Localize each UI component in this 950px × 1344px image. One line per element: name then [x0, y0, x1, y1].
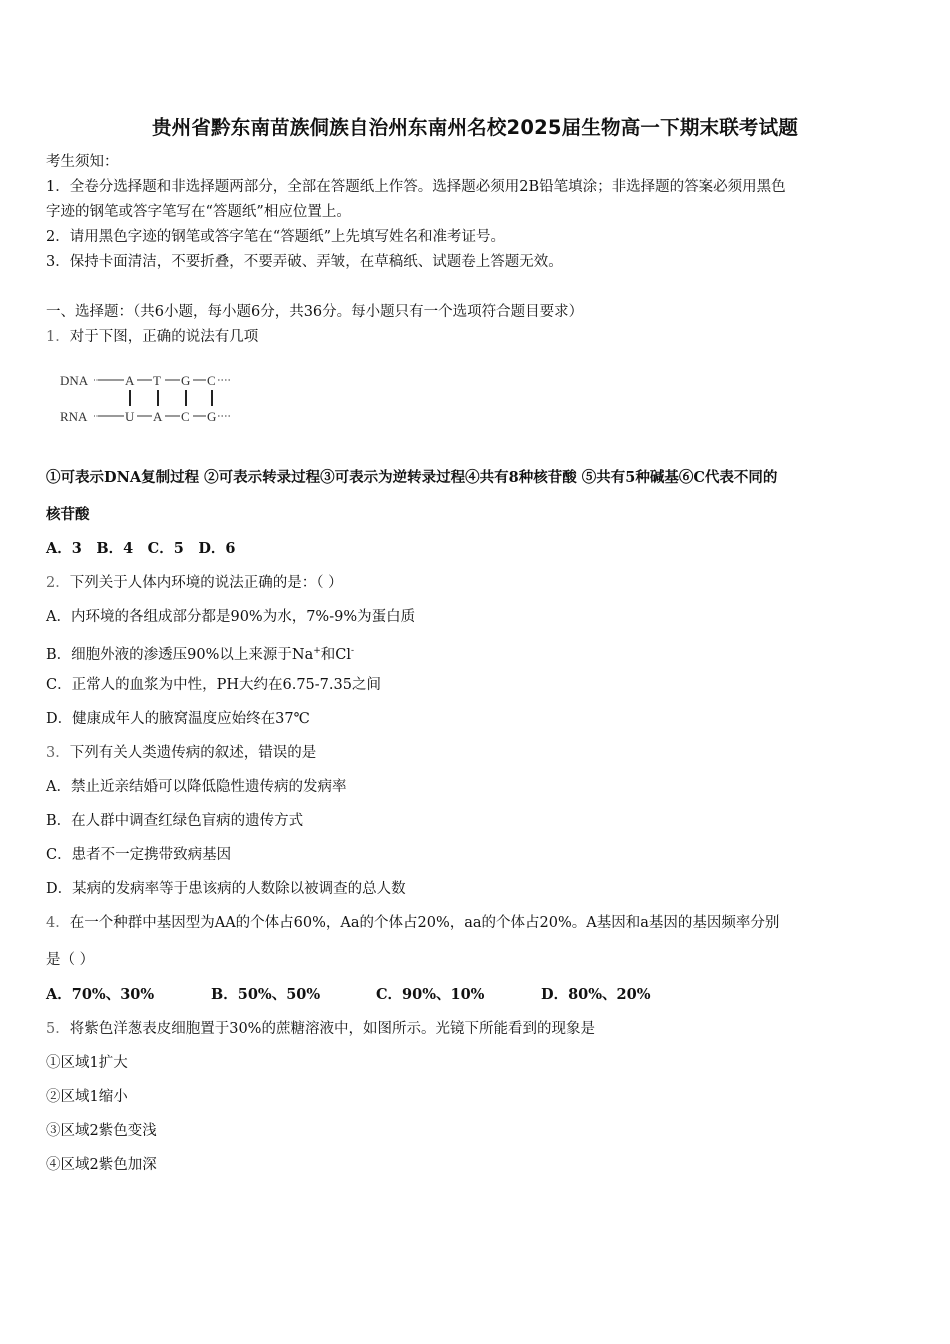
statement-item: ①区域1扩大	[46, 1055, 128, 1071]
option-d: D．80%、20%	[541, 986, 651, 1003]
q4-options	[46, 985, 910, 1005]
dna-label: DNA	[60, 373, 89, 388]
option-b: B．50%、50%	[211, 986, 321, 1003]
question-5	[46, 1019, 910, 1039]
question-number: 5．	[46, 1021, 70, 1037]
option-a: A．内环境的各组成部分都是90%为水，7%-9%为蛋白质	[46, 609, 416, 625]
q1-options: A．3 B．4 C．5 D．6	[46, 540, 236, 557]
question-stem: 下列有关人类遗传病的叙述，错误的是	[69, 745, 317, 761]
rna-base: C	[181, 409, 190, 424]
option-d: D．某病的发病率等于患该病的人数除以被调查的总人数	[46, 881, 406, 897]
question-stem-cont: 是（ ）	[46, 952, 95, 968]
notice-item: 2．请用黑色字迹的钢笔或答字笔在“答题纸”上先填写姓名和准考证号。	[46, 229, 506, 245]
option-b: B．在人群中调查红绿色盲病的遗传方式	[46, 813, 304, 829]
rna-base: G	[207, 409, 217, 424]
question-1	[46, 327, 910, 347]
question-number: 3．	[46, 745, 70, 761]
option-b	[46, 641, 910, 665]
question-number: 1．	[46, 329, 70, 345]
dna-rna-figure	[58, 368, 248, 430]
question-3	[46, 743, 910, 763]
option-a: A．70%、30%	[46, 986, 155, 1003]
section-heading: 一、选择题：（共6小题，每小题6分，共36分。每小题只有一个选项符合题目要求）	[46, 304, 584, 320]
rna-label: RNA	[60, 409, 88, 424]
page-title: 贵州省黔东南苗族侗族自治州东南州名校2025届生物高一下期末联考试题	[151, 116, 799, 139]
option-b-text: 和Cl	[320, 646, 351, 663]
notice-item: 3．保持卡面清洁，不要折叠，不要弄破、弄皱，在草稿纸、试题卷上答题无效。	[46, 254, 563, 270]
statement-item: ④区域2紫色加深	[46, 1157, 157, 1173]
question-number: 4．	[46, 915, 70, 931]
question-2	[46, 573, 910, 593]
dna-base: G	[181, 373, 191, 388]
option-c: C．90%、10%	[376, 986, 485, 1003]
question-stem: 对于下图，正确的说法有几项	[69, 329, 259, 345]
dna-base: C	[207, 373, 216, 388]
superscript: +	[313, 646, 321, 656]
dna-base: T	[153, 373, 161, 388]
option-b-text: B．细胞外液的渗透压90%以上来源于Na	[46, 646, 314, 663]
question-4	[46, 913, 910, 933]
q1-statements-cont: 核苷酸	[46, 506, 90, 523]
option-c: C．患者不一定携带致病基因	[46, 847, 232, 863]
dna-base: A	[125, 373, 135, 388]
question-stem: 下列关于人体内环境的说法正确的是：（ ）	[69, 575, 343, 591]
notice-item: 1．全卷分选择题和非选择题两部分，全部在答题纸上作答。选择题必须用2B铅笔填涂；非选择题的答案必须用黑色	[46, 179, 786, 195]
rna-base: U	[125, 409, 135, 424]
question-number: 2．	[46, 575, 70, 591]
option-a: A．禁止近亲结婚可以降低隐性遗传病的发病率	[46, 779, 347, 795]
option-d: D．健康成年人的腋窝温度应始终在37℃	[46, 711, 310, 727]
statement-item: ②区域1缩小	[46, 1089, 128, 1105]
notice-heading: 考生须知：	[46, 154, 119, 170]
notice-item: 字迹的钢笔或答字笔写在“答题纸”相应位置上。	[46, 204, 351, 220]
option-c: C．正常人的血浆为中性，PH大约在6.75-7.35之间	[46, 677, 381, 693]
superscript: -	[351, 646, 355, 656]
question-stem: 将紫色洋葱表皮细胞置于30%的蔗糖溶液中，如图所示。光镜下所能看到的现象是	[69, 1021, 595, 1037]
statement-item: ③区域2紫色变浅	[46, 1123, 157, 1139]
q1-statements: ①可表示DNA复制过程 ②可表示转录过程③可表示为逆转录过程④共有8种核苷酸 ⑤共有5种碱基⑥C代表不同的	[46, 469, 778, 486]
rna-base: A	[153, 409, 163, 424]
question-stem: 在一个种群中基因型为AA的个体占60%，Aa的个体占20%，aa的个体占20%。A基因和a基因的基因频率分别	[69, 915, 780, 931]
